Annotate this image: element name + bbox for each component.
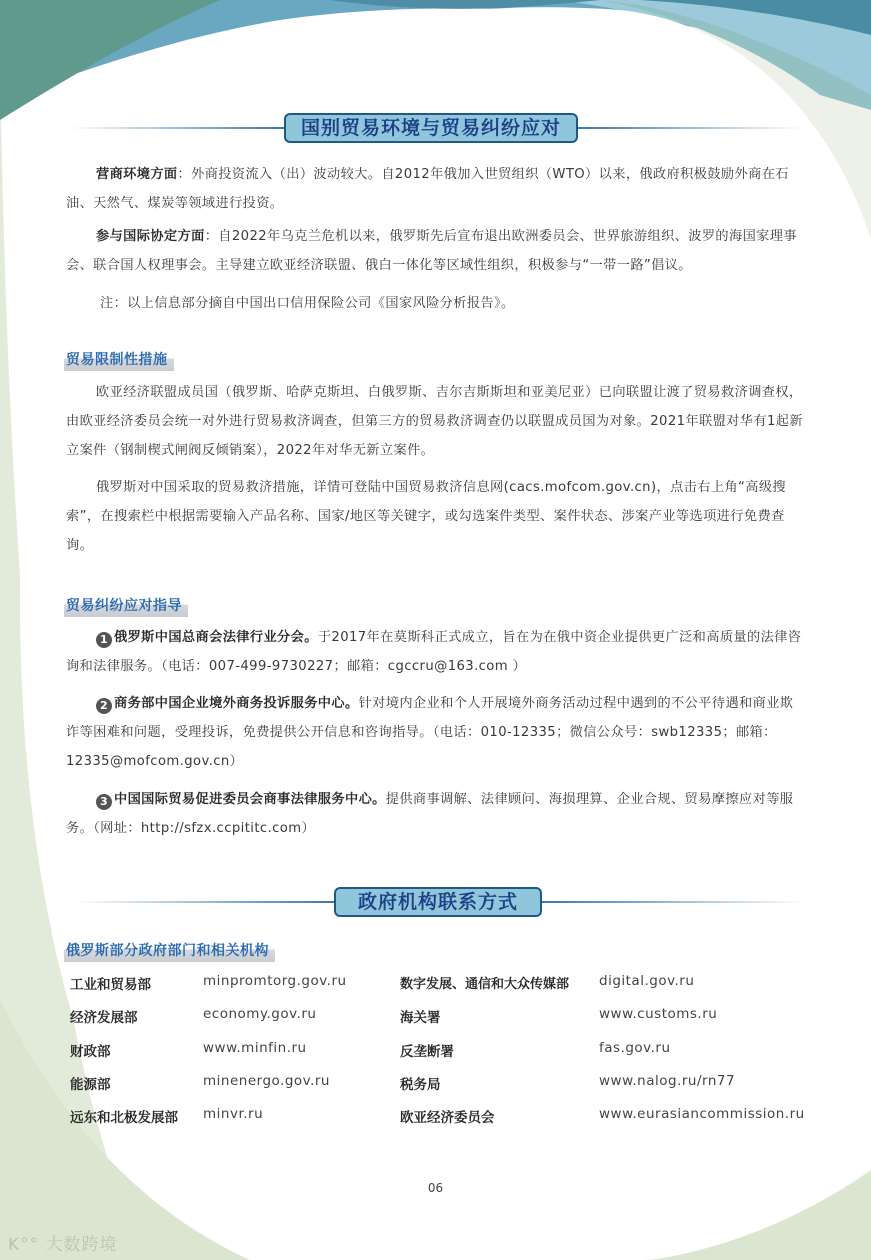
agency-website-link[interactable]: minpromtorg.gov.ru [203, 973, 347, 989]
organization-name: 中国国际贸易促进委员会商事法律服务中心。 [114, 792, 386, 807]
international-agreements-paragraph [66, 222, 806, 280]
contact-row [70, 1073, 830, 1097]
guidance-item-2 [66, 689, 806, 776]
agency-website-link[interactable]: digital.gov.ru [599, 973, 695, 989]
agency-website-link[interactable]: minvr.ru [203, 1106, 264, 1122]
agency-website-link[interactable]: fas.gov.ru [599, 1040, 671, 1056]
subheading-trade-restrictions: 贸易限制性措施 [64, 348, 174, 371]
agency-name: 海关署 [400, 1010, 441, 1026]
section-title: 国别贸易环境与贸易纠纷应对 [284, 113, 578, 143]
agency-website-link[interactable]: www.nalog.ru/rn77 [599, 1073, 736, 1089]
organization-name: 商务部中国企业境外商务投诉服务中心。 [114, 696, 359, 711]
banner-line-left [70, 127, 285, 129]
agency-website-link[interactable]: minenergo.gov.ru [203, 1073, 330, 1089]
guidance-item-3 [66, 785, 806, 843]
contact-row [70, 1106, 830, 1130]
number-3-icon: 3 [96, 794, 112, 810]
subheading-russian-agencies: 俄罗斯部分政府部门和相关机构 [64, 939, 275, 962]
banner-line-left [75, 901, 335, 903]
agency-name: 能源部 [70, 1077, 111, 1093]
agency-name: 财政部 [70, 1044, 111, 1060]
organization-description: 提供商事调解、法律顾问、海损理算、企业合规、贸易摩擦应对等服务。（网址：http://sfzx.ccpititc.com） [66, 792, 794, 836]
section-title: 政府机构联系方式 [334, 887, 542, 917]
international-agreements-label: 参与国际协定方面 [96, 229, 205, 244]
agency-name: 数字发展、通信和大众传媒部 [400, 977, 570, 992]
trade-restrictions-paragraph-2: 俄罗斯对中国采取的贸易救济措施，详情可登陆中国贸易救济信息网(cacs.mofcom.gov.cn)，点击右上角“高级搜索”，在搜索栏中根据需要输入产品名称、国家/地区等关键字，或勾选案件类型、案件状态、涉案产业等选项进行免费查询。 [66, 480, 787, 553]
subheading-dispute-guidance: 贸易纠纷应对指导 [64, 594, 188, 617]
banner-line-right [578, 127, 803, 129]
agency-name: 反垄断署 [400, 1044, 454, 1060]
watermark [8, 1230, 118, 1255]
banner-line-right [542, 901, 807, 903]
guidance-item-1 [66, 623, 806, 681]
business-environment-text-cont: 在石油、天然气、煤炭等领域进行投资。 [66, 167, 789, 211]
agency-website-link[interactable]: www.minfin.ru [203, 1040, 307, 1056]
watermark-text: 大数跨境 [45, 1235, 118, 1255]
contact-row [70, 1006, 830, 1030]
agency-name: 经济发展部 [70, 1010, 138, 1026]
agency-name: 远东和北极发展部 [70, 1110, 178, 1126]
contact-row [70, 1040, 830, 1064]
number-2-icon: 2 [96, 698, 112, 714]
organization-name: 俄罗斯中国总商会法律行业分会。 [114, 630, 318, 645]
agency-website-link[interactable]: www.customs.ru [599, 1006, 718, 1022]
business-environment-paragraph [66, 160, 806, 218]
international-agreements-text-cont: 会、联合国人权理事会。主导建立欧亚经济联盟、俄白一体化等区域性组织，积极参与“一带一路”倡议。 [66, 258, 692, 273]
organization-description: 针对境内企业和个人开展境外商务活动过程中遇到的不公平待遇和商业欺诈等困难和问题，受理投诉，免费提供公开信息和咨询指导。（电话：010-12335；微信公众号：swb12335；邮箱：12335@mofcom.gov.cn） [66, 696, 794, 769]
agency-name: 工业和贸易部 [70, 977, 151, 993]
trade-restrictions-paragraph-1: 欧亚经济联盟成员国（俄罗斯、哈萨克斯坦、白俄罗斯、吉尔吉斯斯坦和亚美尼亚）已向联盟让渡了贸易救济调查权，由欧亚经济委员会统一对外进行贸易救济调查，但第三方的贸易救济调查仍以联盟成员国为对象。2021年联盟对华有1起新立案件（钢制楔式闸阀反倾销案），2022年对华无新立案件。 [66, 385, 803, 458]
organization-description: 于2017年在莫斯科正式成立，旨在为在俄中资企业提供更广泛和高质量的法律咨询和法律服务。（电话：007-499-9730227；邮箱：cgccru@163.com ） [66, 630, 802, 674]
source-note: 注：以上信息部分摘自中国出口信用保险公司《国家风险分析报告》。 [100, 296, 515, 311]
business-environment-text: ：外商投资流入（出）波动较大。自2012年俄加入世贸组织（WTO）以来，俄政府积极鼓励外商 [177, 167, 762, 182]
agency-name: 税务局 [400, 1077, 441, 1093]
number-1-icon: 1 [96, 632, 112, 648]
agency-website-link[interactable]: www.eurasiancommission.ru [599, 1106, 805, 1122]
international-agreements-text: ：自2022年乌克兰危机以来，俄罗斯先后宣布退出欧洲委员会、世界旅游组织、波罗的海国家理事 [204, 229, 797, 244]
section-banner-government-contacts [0, 887, 871, 917]
agency-website-link[interactable]: economy.gov.ru [203, 1006, 317, 1022]
watermark-logo-icon: K°° [8, 1235, 40, 1255]
page-number: 06 [427, 1181, 444, 1195]
agency-name: 欧亚经济委员会 [400, 1110, 495, 1126]
contact-row [70, 973, 830, 997]
business-environment-label: 营商环境方面 [96, 167, 178, 182]
section-banner-trade-environment [0, 113, 871, 143]
